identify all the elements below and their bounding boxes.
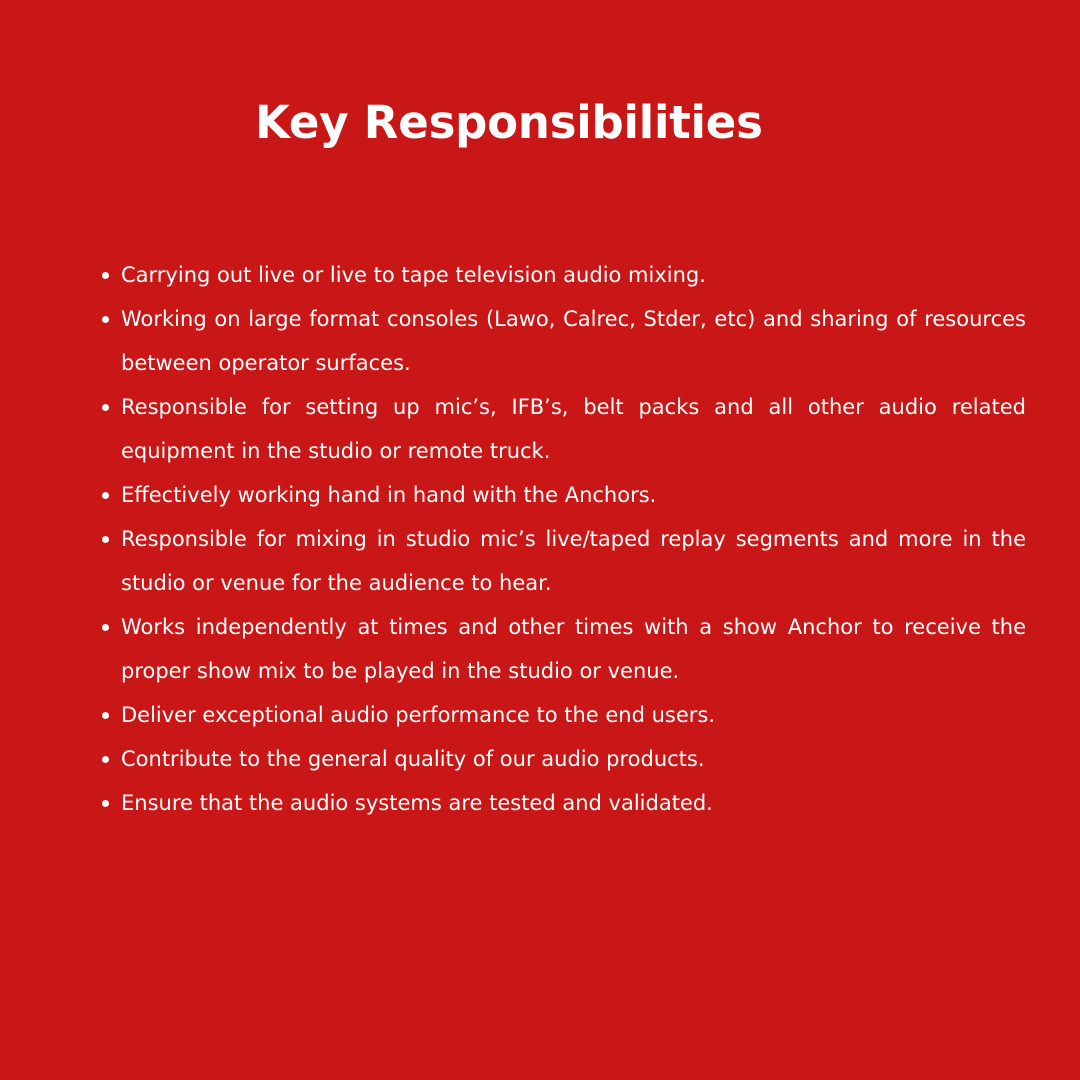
list-item [121,605,1026,693]
list-item [121,737,1026,781]
list-item [121,297,1026,385]
list-item-text: Works independently at times and other times with a show Anchor to receive the proper show mix to be played in the studio or venue. [121,615,1026,683]
list-item-text: Effectively working hand in hand with the Anchors. [121,483,657,507]
list-item-text: Ensure that the audio systems are tested and validated. [121,791,713,815]
page-title: Key Responsibilities [255,96,763,149]
list-item-text: Responsible for mixing in studio mic’s live/taped replay segments and more in the studio or venue for the audience to hear. [121,527,1026,595]
list-item-text: Responsible for setting up mic’s, IFB’s, belt packs and all other audio related equipment in the studio or remote truck. [121,395,1026,463]
responsibilities-list [121,253,1026,825]
list-item-text: Contribute to the general quality of our audio products. [121,747,705,771]
list-item-text: Carrying out live or live to tape television audio mixing. [121,263,706,287]
list-item [121,517,1026,605]
list-item [121,253,1026,297]
list-item [121,473,1026,517]
list-item [121,781,1026,825]
list-item-text: Deliver exceptional audio performance to the end users. [121,703,716,727]
list-item [121,385,1026,473]
list-item [121,693,1026,737]
list-item-text: Working on large format consoles (Lawo, Calrec, Stder, etc) and sharing of resources between operator surfaces. [121,307,1026,375]
